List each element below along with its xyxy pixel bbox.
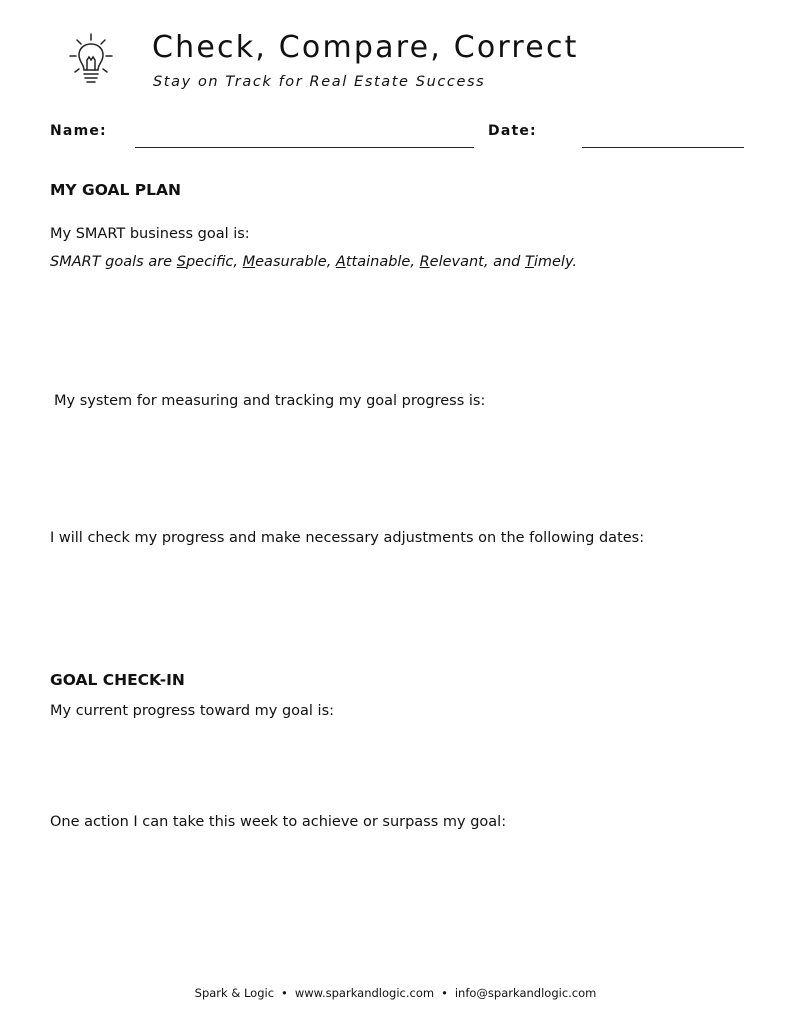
check-dates-prompt: I will check my progress and make necessary adjustments on the following dates: xyxy=(50,530,645,546)
page-title: Check, Compare, Correct xyxy=(152,30,579,65)
smart-sep: , xyxy=(233,254,243,270)
name-label: Name: xyxy=(50,123,107,139)
goal-check-in-heading: GOAL CHECK-IN xyxy=(50,671,185,689)
footer-separator: • xyxy=(281,986,288,1000)
footer-email[interactable]: info@sparkandlogic.com xyxy=(454,986,597,1000)
current-progress-prompt: My current progress toward my goal is: xyxy=(50,703,335,719)
footer-separator: • xyxy=(441,986,448,1000)
weekly-action-prompt: One action I can take this week to achieve or surpass my goal: xyxy=(50,814,507,830)
smart-initial: T xyxy=(524,254,534,270)
smart-definition xyxy=(50,254,577,270)
smart-word-rest: easurable xyxy=(255,254,327,270)
date-label: Date: xyxy=(488,123,537,139)
smart-initial: R xyxy=(419,254,430,270)
smart-initial: S xyxy=(176,254,186,270)
smart-sep: , xyxy=(410,254,420,270)
smart-initial: A xyxy=(335,254,346,270)
date-field-line[interactable] xyxy=(582,147,744,148)
smart-sep: , xyxy=(326,254,336,270)
smart-goal-prompt: My SMART business goal is: xyxy=(50,226,250,242)
lightbulb-icon xyxy=(66,30,116,90)
footer-brand: Spark & Logic xyxy=(194,986,275,1000)
smart-word-rest: ttainable xyxy=(345,254,411,270)
name-field-line[interactable] xyxy=(135,147,474,148)
smart-sep: , and xyxy=(483,254,525,270)
footer-website[interactable]: www.sparkandlogic.com xyxy=(294,986,435,1000)
smart-initial: M xyxy=(242,254,256,270)
footer xyxy=(0,986,791,1000)
goal-plan-heading: MY GOAL PLAN xyxy=(50,181,182,199)
page-subtitle: Stay on Track for Real Estate Success xyxy=(153,74,486,90)
smart-word-rest: elevant xyxy=(429,254,484,270)
smart-word-rest: pecific xyxy=(185,254,234,270)
smart-prefix: SMART goals are xyxy=(50,254,177,270)
smart-word-rest: imely xyxy=(533,254,573,270)
smart-sep: . xyxy=(572,254,578,270)
tracking-system-prompt: My system for measuring and tracking my goal progress is: xyxy=(54,393,486,409)
